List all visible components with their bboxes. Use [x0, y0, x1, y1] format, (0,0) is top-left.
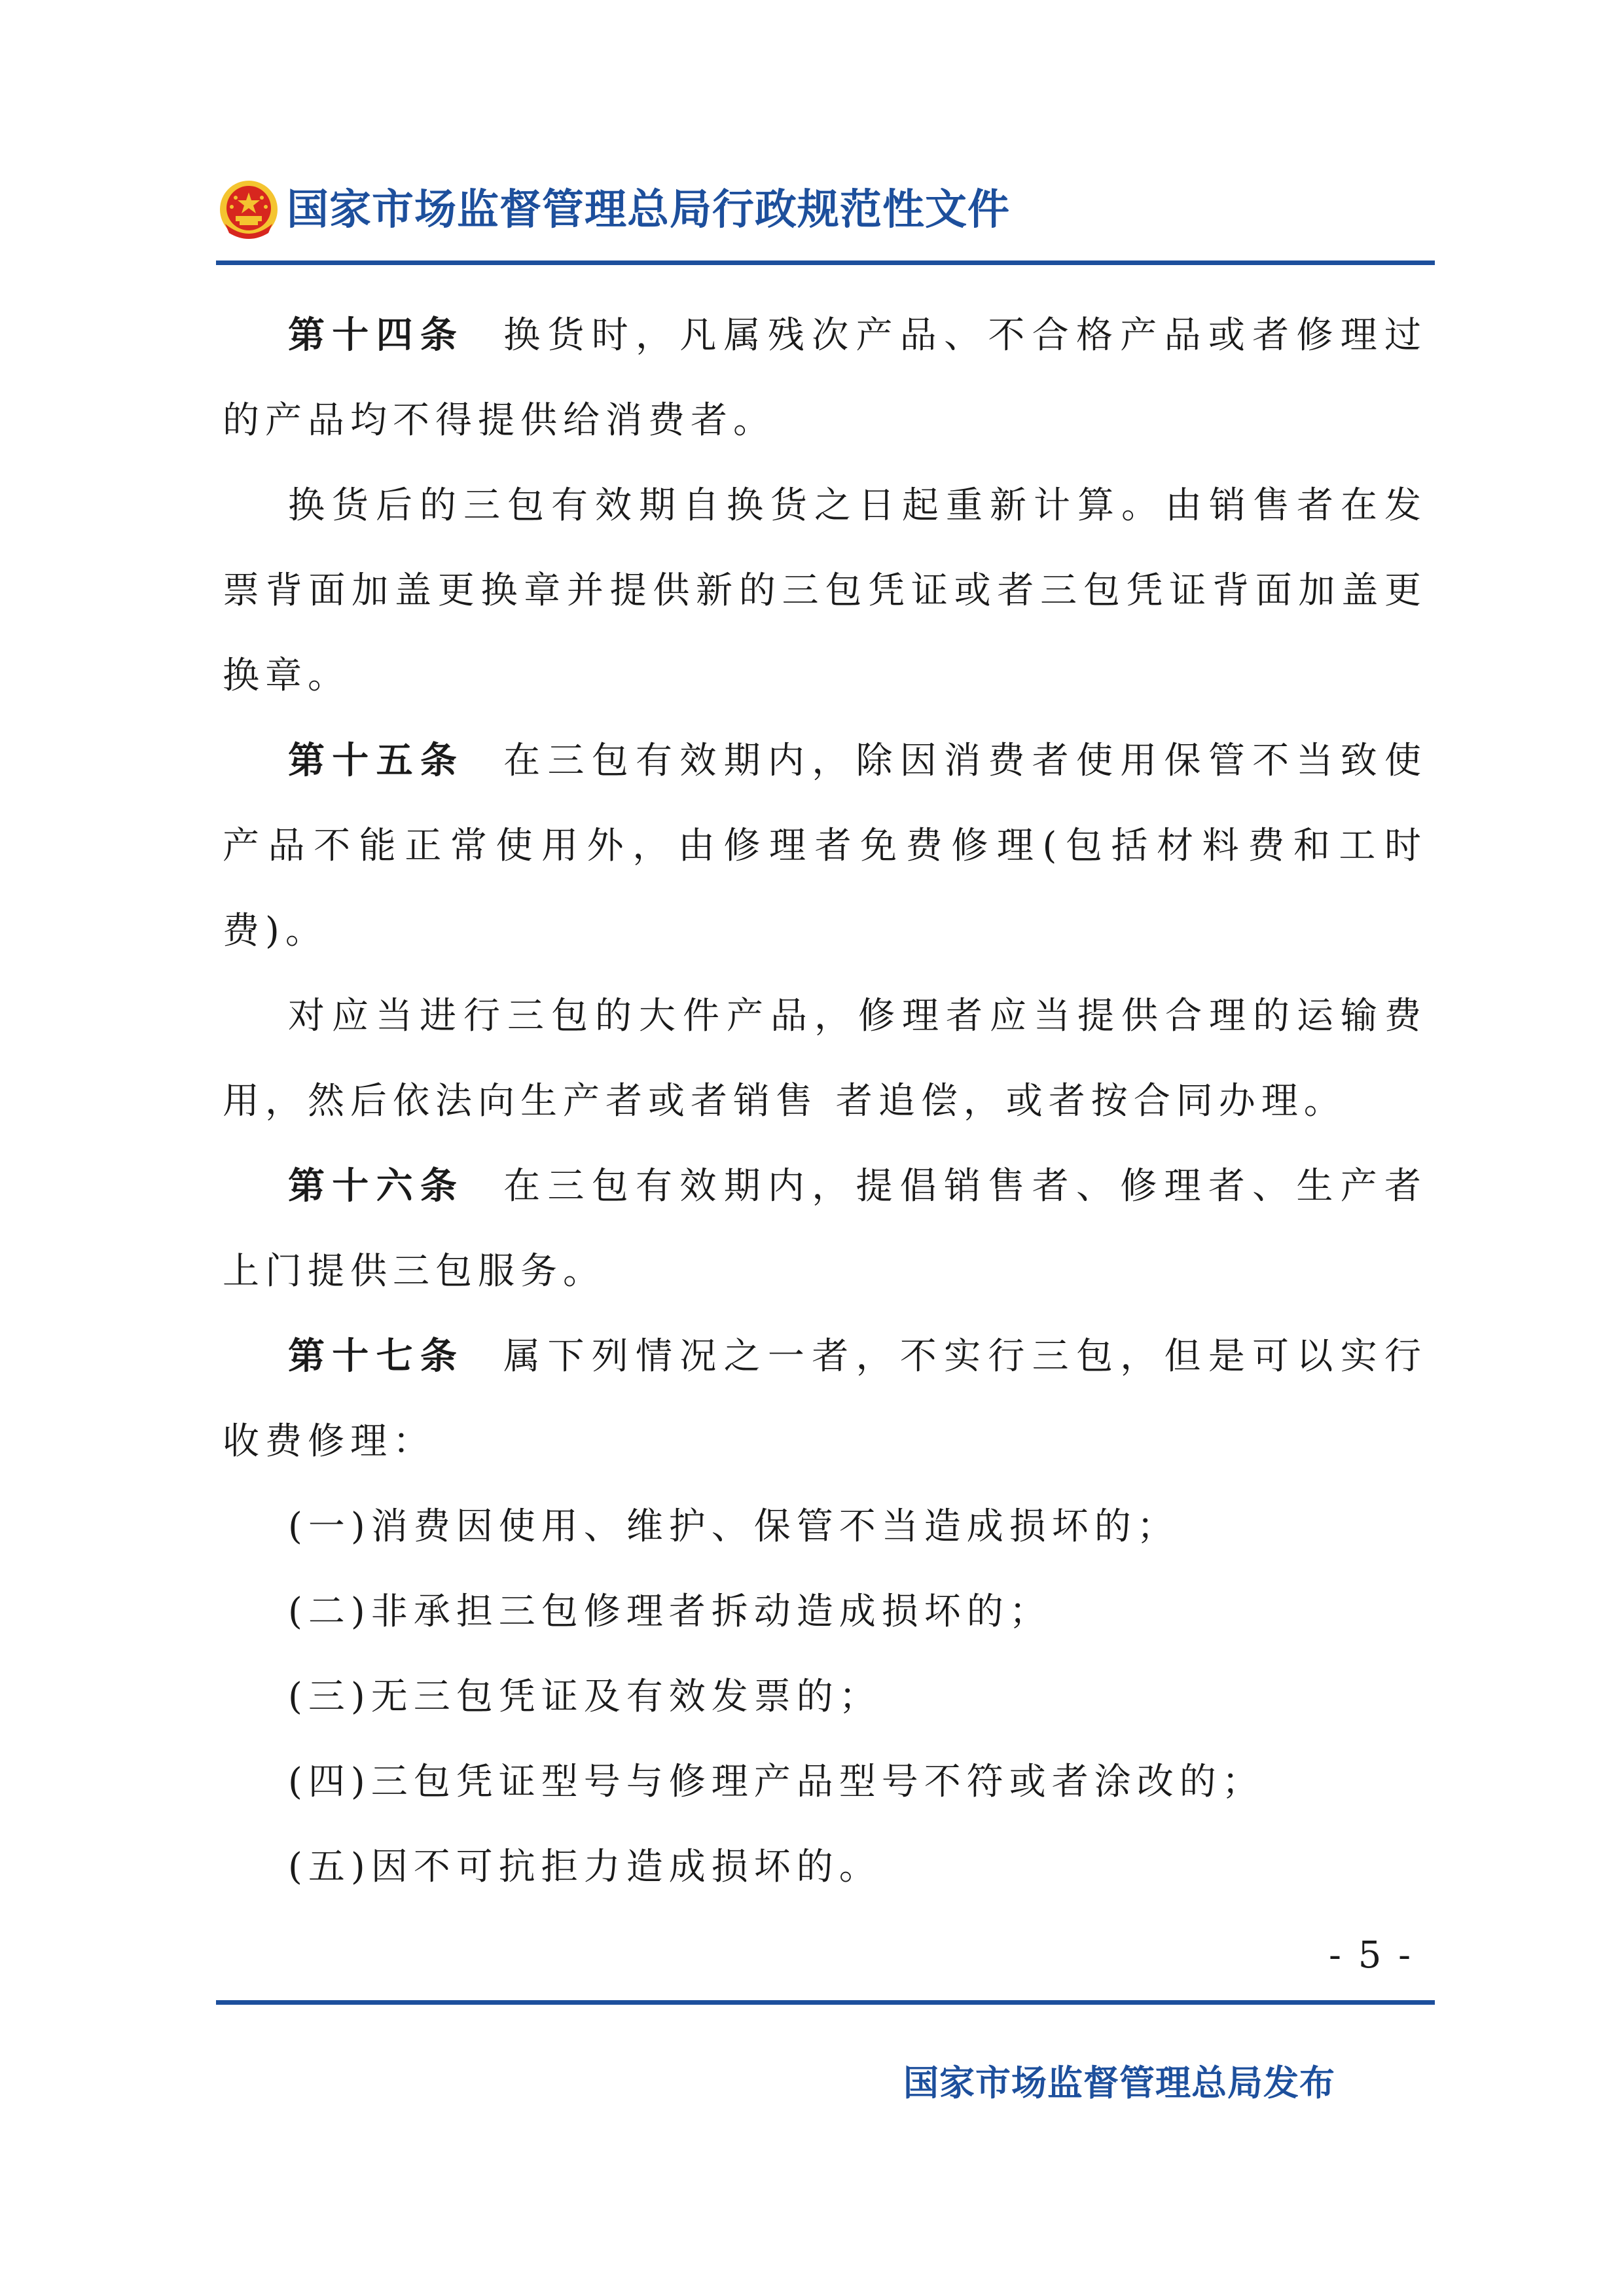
- national-emblem-icon: [216, 178, 281, 243]
- header-divider: [216, 260, 1435, 265]
- footer-publisher: 国家市场监督管理总局发布: [903, 2062, 1335, 2104]
- paragraph-text: 属下列情况之一者，不实行三包，但是可以实行收费修理：: [223, 1335, 1428, 1463]
- list-item: (一)消费因使用、维护、保管不当造成损坏的；: [288, 1505, 1180, 1548]
- article-heading: 第十七条: [288, 1335, 465, 1378]
- page-number: - 5 -: [1329, 1934, 1414, 1977]
- article-heading: 第十五条: [288, 740, 465, 782]
- header-title: 国家市场监督管理总局行政规范性文件: [287, 186, 1010, 234]
- paragraph-text: 在三包有效期内，提倡销售者、修理者、生产者上门提供三包服务。: [223, 1165, 1428, 1293]
- list-item: (五)因不可抗拒力造成损坏的。: [288, 1846, 882, 1888]
- document-body: [223, 293, 1427, 1910]
- paragraph-article-17: [223, 1314, 1427, 1484]
- paragraph-article-16: [223, 1144, 1427, 1314]
- paragraph-text: 在三包有效期内，除因消费者使用保管不当致使产品不能正常使用外，由修理者免费修理(包括材料费和工时费)。: [223, 740, 1428, 952]
- article-heading: 第十六条: [288, 1165, 465, 1208]
- paragraph-exchange-period: [223, 463, 1427, 719]
- paragraph-text: 对应当进行三包的大件产品，修理者应当提供合理的运输费用，然后依法向生产者或者销售 者追偿，或者按合同办理。: [223, 995, 1427, 1122]
- paragraph-article-14: [223, 293, 1427, 463]
- document-header: [216, 171, 1434, 250]
- paragraph-large-products: [223, 974, 1427, 1144]
- paragraph-text: 换货时，凡属残次产品、不合格产品或者修理过的产品均不得提供给消费者。: [223, 314, 1428, 442]
- footer-divider: [216, 2000, 1435, 2005]
- list-item: (三)无三包凭证及有效发票的；: [288, 1676, 882, 1718]
- paragraph-text: 换货后的三包有效期自换货之日起重新计算。由销售者在发票背面加盖更换章并提供新的三包凭证或者三包凭证背面加盖更换章。: [223, 484, 1427, 697]
- paragraph-article-15: [223, 719, 1427, 974]
- list-item: (四)三包凭证型号与修理产品型号不符或者涂改的；: [288, 1761, 1265, 1803]
- list-item: (二)非承担三包修理者拆动造成损坏的；: [288, 1590, 1052, 1633]
- article-heading: 第十四条: [288, 314, 465, 357]
